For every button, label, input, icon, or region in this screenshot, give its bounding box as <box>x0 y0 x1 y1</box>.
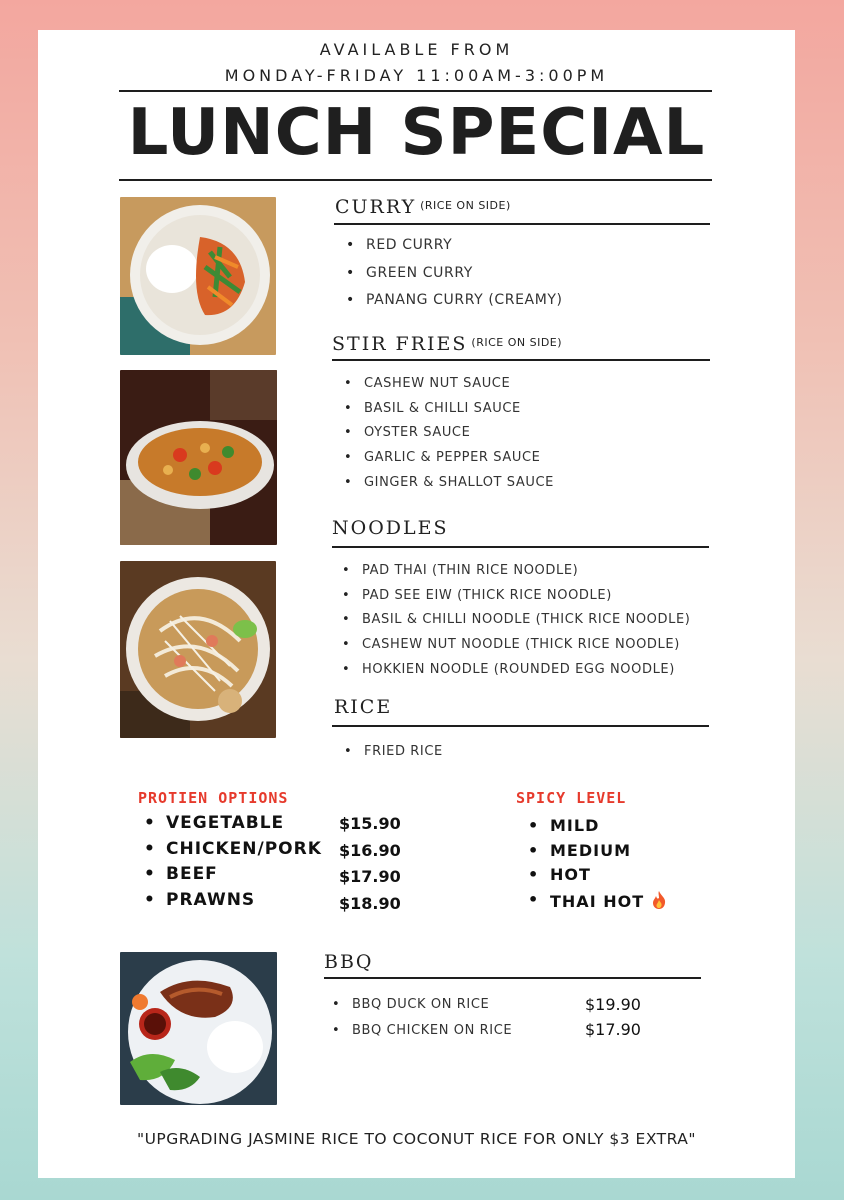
curry-section-title: CURRY $^{(RICE ON SIDE)}$ <box>335 196 511 218</box>
page-title: LUNCH SPECIAL <box>127 96 706 170</box>
stir-fries-list <box>342 372 554 496</box>
list-item: • BEEF <box>144 864 322 890</box>
noodles-divider <box>332 546 709 548</box>
list-item: • MILD <box>528 816 667 841</box>
list-item: • PAD THAI (THIN RICE NOODLE) <box>340 559 690 584</box>
price: $16.90 <box>339 840 401 860</box>
list-item: • GREEN CURRY <box>344 260 563 288</box>
bbq-chicken-price: $17.90 <box>585 1020 641 1039</box>
spicy-item-label: THAI HOT <box>550 891 645 911</box>
curry-divider <box>334 223 710 225</box>
menu-card <box>38 30 795 1178</box>
bbq-list <box>330 992 512 1044</box>
price: $18.90 <box>339 893 401 913</box>
stir-fries-section-title: STIR FRIES $^{(RICE ON SIDE)}$ <box>332 333 563 355</box>
list-item: • CASHEW NUT NOODLE (THICK RICE NOODLE) <box>340 633 690 658</box>
list-item: • FRIED RICE <box>342 740 443 765</box>
availability-line-2: MONDAY-FRIDAY 11:00AM-3:00PM <box>224 66 609 85</box>
list-item: • BBQ CHICKEN ON RICE <box>330 1018 512 1044</box>
list-item: • HOKKIEN NOODLE (ROUNDED EGG NOODLE) <box>340 658 690 683</box>
rice-list <box>342 740 443 765</box>
curry-photo <box>120 197 276 355</box>
list-item: • CASHEW NUT SAUCE <box>342 372 554 397</box>
price: $17.90 <box>339 867 401 886</box>
bbq-duck-price: $19.90 <box>585 995 641 1014</box>
list-item: • VEGETABLE <box>144 813 322 839</box>
rice-section-title: RICE <box>334 696 393 718</box>
stir-fry-photo <box>120 370 277 545</box>
list-item: • CHICKEN/PORK <box>144 839 322 865</box>
list-item: • HOT <box>528 865 667 890</box>
header-divider-top <box>119 90 712 92</box>
list-item: • MEDIUM <box>528 841 667 866</box>
noodles-section-title: NOODLES <box>332 517 449 539</box>
header-divider-bottom <box>119 179 712 181</box>
spicy-level-title: SPICY LEVEL <box>516 789 627 807</box>
protein-list <box>144 813 322 915</box>
rice-divider <box>332 725 709 727</box>
curry-list <box>344 232 563 315</box>
list-item: • PANANG CURRY (CREAMY) <box>344 287 563 315</box>
list-item: • BBQ DUCK ON RICE <box>330 992 512 1018</box>
bbq-photo <box>120 952 277 1105</box>
noodles-list <box>340 559 690 683</box>
bbq-divider <box>324 977 701 979</box>
stir-fries-note: (RICE ON SIDE) <box>471 336 563 349</box>
price: $15.90 <box>339 814 401 833</box>
protein-options-title: PROTIEN OPTIONS <box>138 789 289 807</box>
list-item: • OYSTER SAUCE <box>342 421 554 446</box>
list-item: • PAD SEE EIW (THICK RICE NOODLE) <box>340 584 690 609</box>
list-item: • BASIL & CHILLI NOODLE (THICK RICE NOODLE) <box>340 608 690 633</box>
list-item <box>528 890 667 915</box>
list-item: • GARLIC & PEPPER SAUCE <box>342 446 554 471</box>
stir-fries-divider <box>332 359 710 361</box>
bbq-section-title: BBQ <box>324 951 374 973</box>
spicy-list <box>528 816 667 914</box>
list-item: • PRAWNS <box>144 890 322 916</box>
fire-icon <box>651 890 667 910</box>
protein-prices <box>339 814 401 920</box>
footer-note: "UPGRADING JASMINE RICE TO COCONUT RICE FOR ONLY $3 EXTRA" <box>136 1130 697 1148</box>
availability-line-1: AVAILABLE FROM <box>319 40 514 59</box>
list-item: • GINGER & SHALLOT SAUCE <box>342 471 554 496</box>
list-item: • RED CURRY <box>344 232 563 260</box>
noodles-photo <box>120 561 276 738</box>
curry-note: (RICE ON SIDE) <box>420 199 511 212</box>
list-item: • BASIL & CHILLI SAUCE <box>342 397 554 422</box>
